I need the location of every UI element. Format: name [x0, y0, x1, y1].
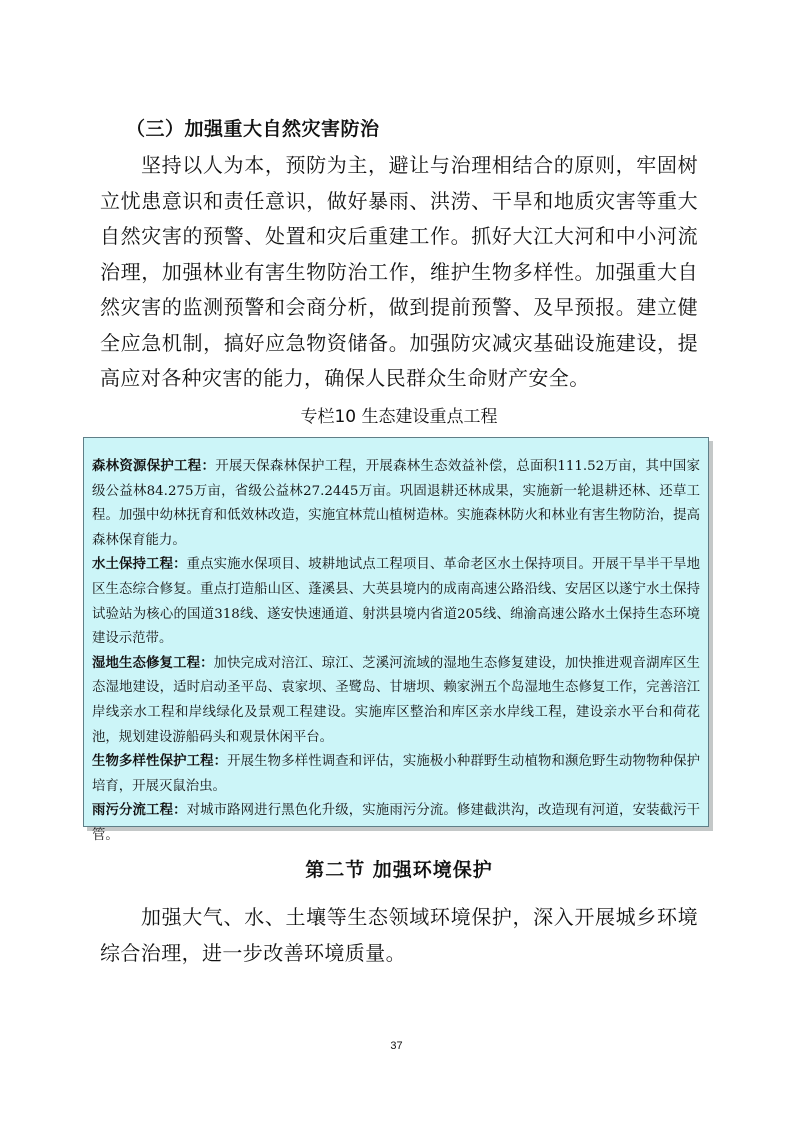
- box-item-label: 水土保持工程：: [92, 557, 187, 573]
- box-item-text: 对城市路网进行黑色化升级，实施雨污分流。修建截洪沟，改造现有河道，安装截污干管。: [92, 803, 701, 843]
- subsection-title: （三）加强重大自然灾害防治: [126, 118, 380, 140]
- column-box-title: 专栏10 生态建设重点工程: [300, 407, 498, 427]
- section-paragraph: 加强大气、水、土壤等生态领域环境保护，深入开展城乡环境综合治理，进一步改善环境质量。: [100, 905, 698, 965]
- box-item-soil-water: [92, 553, 700, 651]
- section-title: 第二节 加强环境保护: [305, 859, 493, 881]
- box-item-label: 森林资源保护工程：: [92, 459, 216, 474]
- subsection-paragraph: 坚持以人为本，预防为主，避让与治理相结合的原则，牢固树立忧患意识和责任意识，做好暴雨、洪涝、干旱和地质灾害等重大自然灾害的预警、处置和灾后重建工作。抓好大江大河和中小河流治理，加强林业有害生物防治工作，维护生物多样性。加强重大自然灾害的监测预警和会商分析，做到提前预警、及早预报。建立健全应急机制，搞好应急物资储备。加强防灾减灾基础设施建设，提高应对各种灾害的能力，确保人民群众生命财产安全。: [100, 153, 698, 390]
- page-number: 37: [390, 1040, 403, 1052]
- box-item-forest: [92, 455, 700, 553]
- box-item-wetland: [92, 652, 700, 750]
- box-item-label: 湿地生态修复工程：: [92, 655, 214, 671]
- box-item-rain-sewage: [92, 799, 700, 848]
- box-item-text: 重点实施水保项目、坡耕地试点工程项目、革命老区水土保持项目。开展干旱半干旱地区生态综合修复。重点打造船山区、蓬溪县、大英县境内的成南高速公路沿线、安居区以遂宁水土保持试验站为核心的国道318线、遂安快速通道、射洪县境内省道205线、绵渝高速公路水土保持生态环境建设示范带。: [92, 557, 701, 647]
- box-item-text: 开展天保森林保护工程，开展森林生态效益补偿，总面积111.52万亩，其中国家级公益林84.275万亩，省级公益林27.2445万亩。巩固退耕还林成果，实施新一轮退耕还林、还草工程。加强中幼林抚育和低效林改造，实施宜林荒山植树造林。实施森林防火和林业有害生物防治，提高森林保育能力。: [92, 459, 701, 548]
- box-item-label: 生物多样性保护工程：: [92, 754, 228, 770]
- box-item-label: 雨污分流工程：: [92, 803, 187, 819]
- box-item-biodiversity: [92, 750, 700, 799]
- box-item-text: 加快完成对涪江、琼江、芝溪河流域的湿地生态修复建设，加快推进观音湖库区生态湿地建设，适时启动圣平岛、袁家坝、圣鹭岛、甘塘坝、赖家洲五个岛湿地生态修复工作，完善涪江岸线亲水工程和岸线绿化及景观工程建设。实施库区整治和库区亲水岸线工程，建设亲水平台和荷花池，规划建设游船码头和观景休闲平台。: [92, 655, 700, 745]
- column-box: [83, 437, 709, 843]
- box-item-text: 开展生物多样性调查和评估，实施极小种群野生动植物和濒危野生动物物种保护培育，开展灭鼠治虫。: [92, 754, 700, 794]
